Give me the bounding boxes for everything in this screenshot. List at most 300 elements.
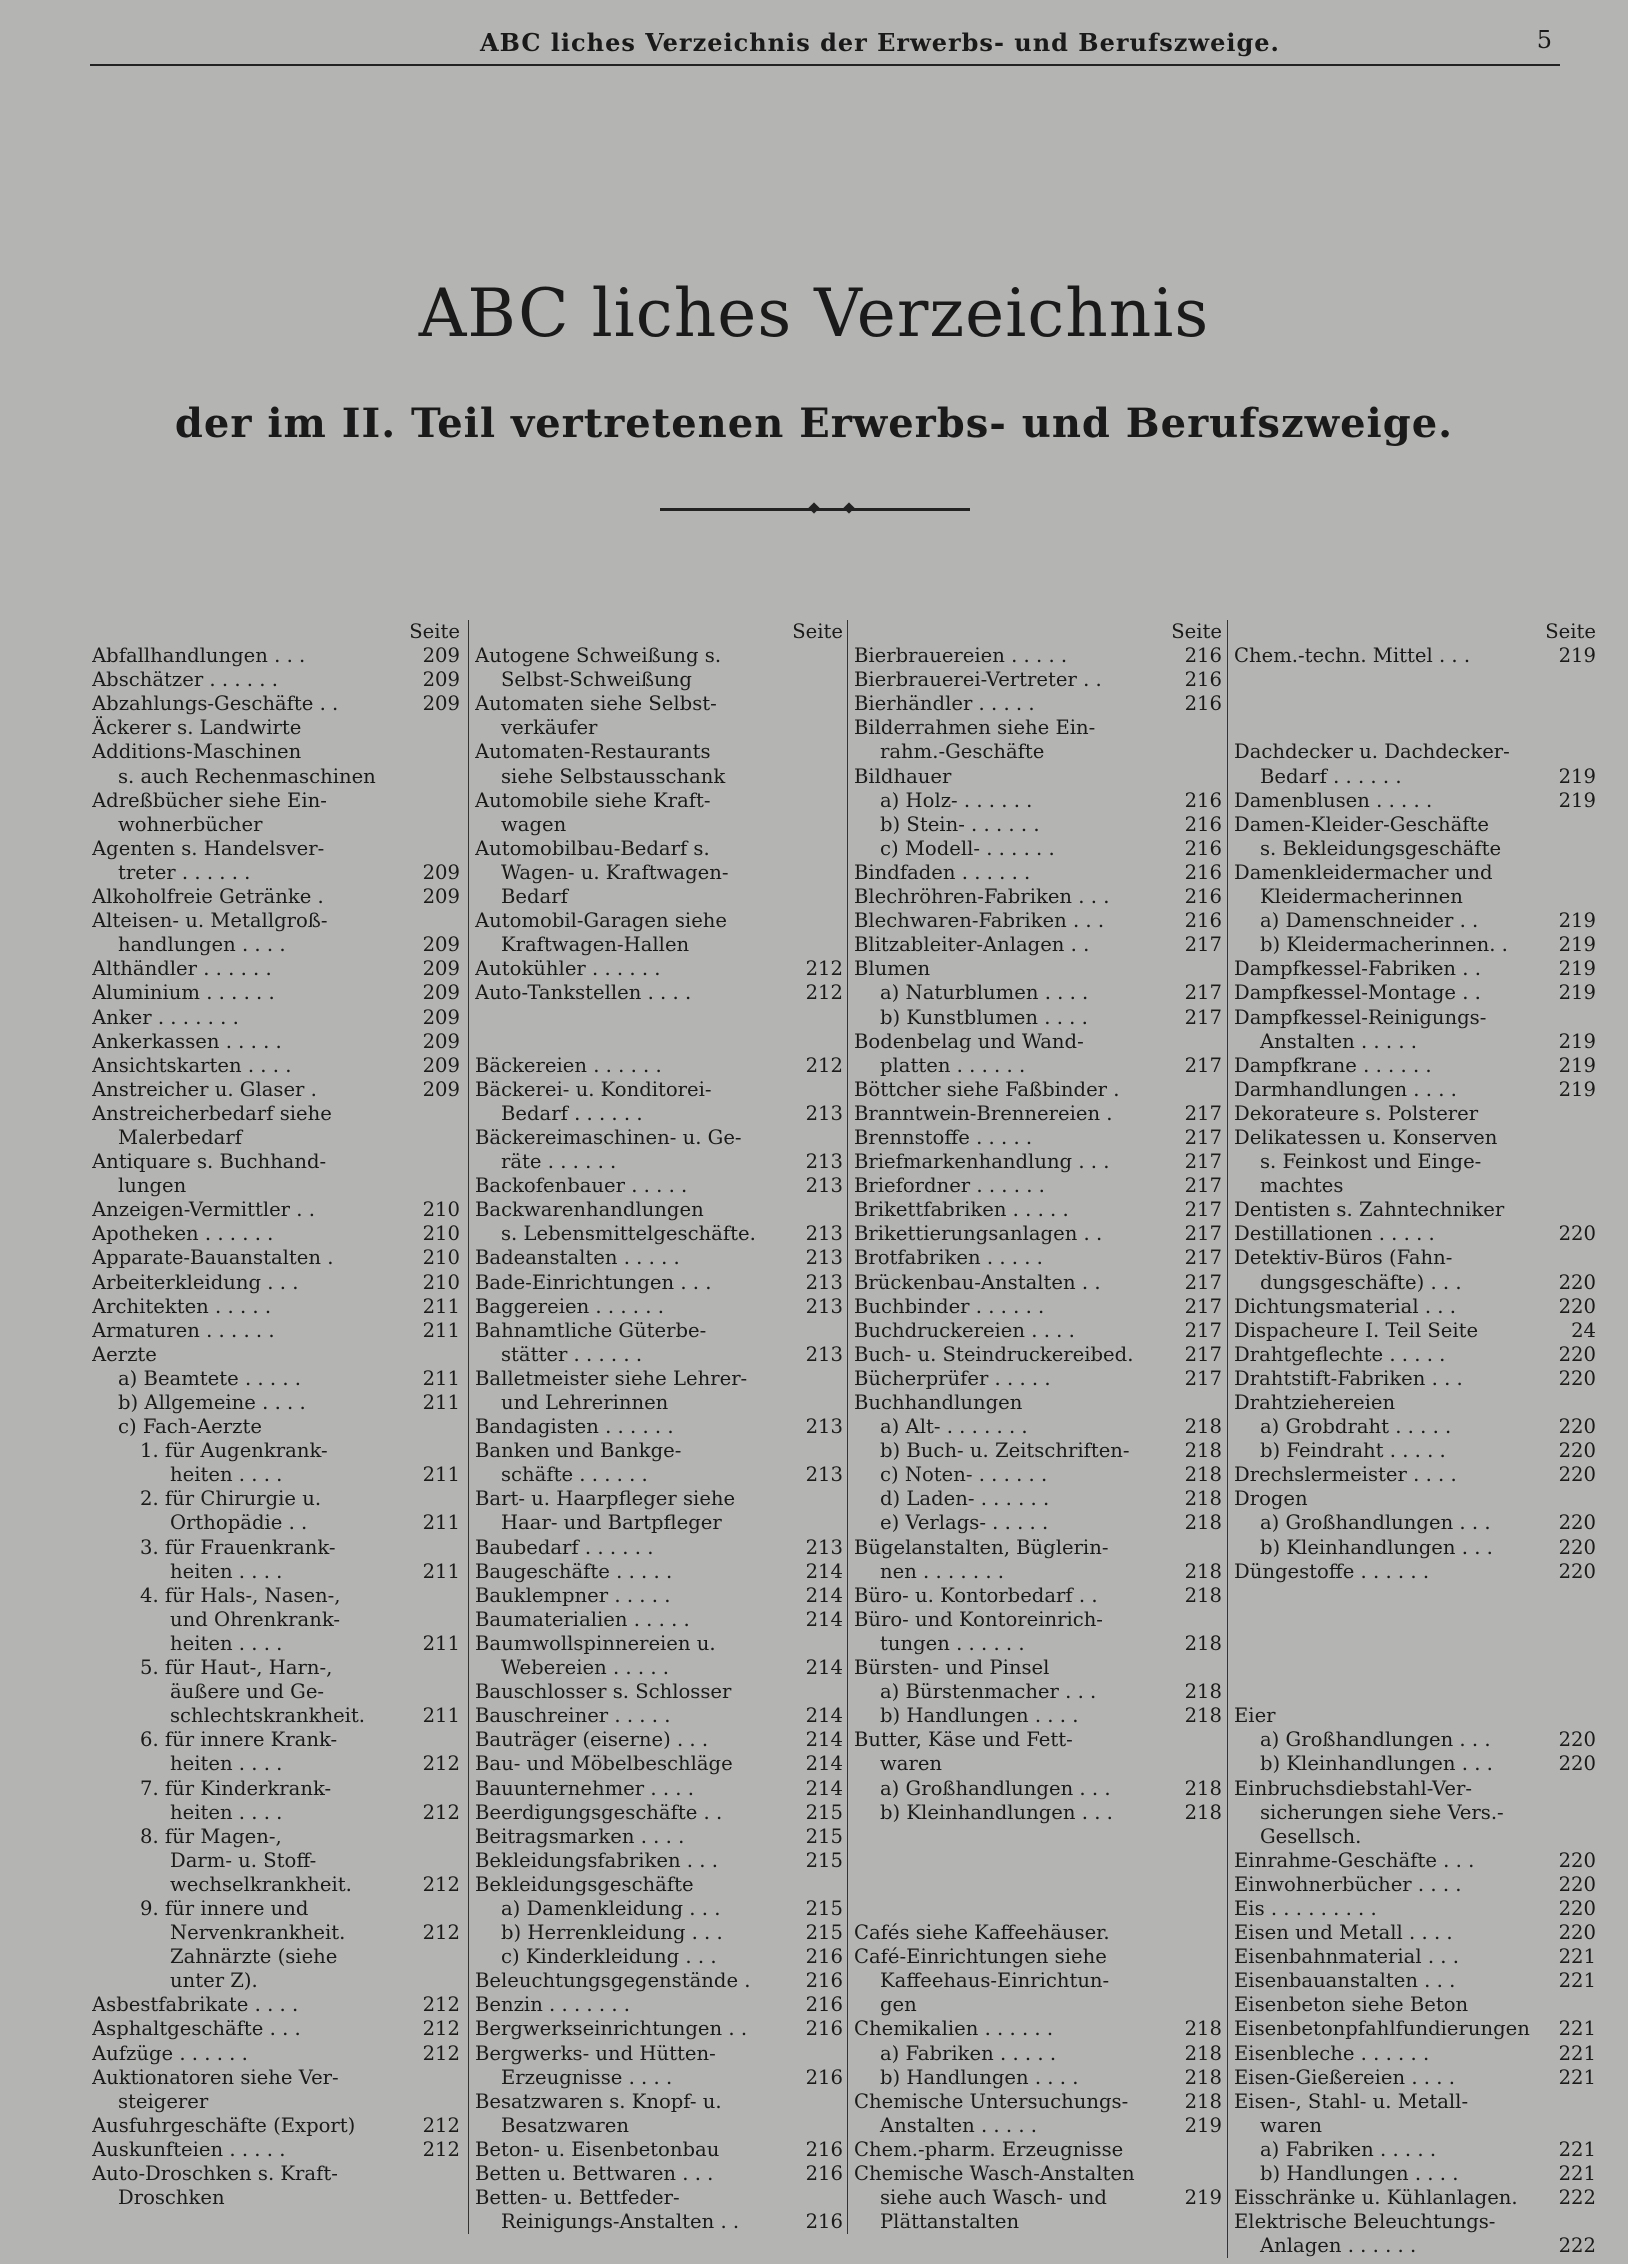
entry-page: 220 (1558, 1222, 1596, 1246)
entry-page: 209 (422, 1029, 460, 1053)
entry-text (1234, 1680, 1552, 1704)
index-entry (1234, 740, 1596, 764)
entry-page: 216 (805, 1945, 843, 1969)
entry-page: 215 (805, 1896, 843, 1920)
entry-page: 221 (1558, 1945, 1596, 1969)
entry-page (416, 1439, 460, 1463)
entry-text: Bierbrauereien . . . . . (854, 644, 1068, 668)
entry-page (1552, 1102, 1596, 1126)
entry-page: 213 (805, 1342, 843, 1366)
index-entry (475, 2138, 843, 2162)
entry-page (799, 1680, 843, 1704)
entry-text: Buchhandlungen (854, 1391, 1023, 1414)
index-entry (854, 765, 1222, 789)
index-entry (1234, 1463, 1596, 1487)
entry-page: 24 (1571, 1318, 1596, 1342)
entry-page: 218 (1184, 1511, 1222, 1535)
entry-page: 218 (1184, 1463, 1222, 1487)
entry-text: Einrahme-Geschäfte . . . (1234, 1848, 1475, 1872)
entry-page: 215 (805, 1800, 843, 1824)
index-entry (854, 1319, 1222, 1343)
entry-text (854, 1849, 1178, 1873)
index-entry (92, 1825, 460, 1849)
entry-text: b) Buch- u. Zeitschriften- (880, 1439, 1130, 1463)
entry-text: s. Lebensmittelgeschäfte. (501, 1222, 756, 1246)
entry-text: Dampfkessel-Reinigungs- (1234, 1005, 1487, 1029)
index-entry (92, 1969, 460, 1993)
entry-text: Baubedarf . . . . . . (475, 1535, 654, 1559)
entry-text: stätter . . . . . . (501, 1342, 643, 1366)
entry-page (1552, 1174, 1596, 1198)
entry-text: s. auch Rechenmaschinen (118, 764, 376, 788)
index-entry (1234, 692, 1596, 716)
entry-page (1552, 837, 1596, 861)
entry-text: Armaturen . . . . . . (92, 1318, 275, 1342)
entry-page (1552, 740, 1596, 764)
index-entry (1234, 1632, 1596, 1656)
index-entry (92, 1656, 460, 1680)
entry-page (1552, 716, 1596, 740)
entry-page (416, 1825, 460, 1849)
entry-page (1178, 740, 1222, 764)
entry-text: Bedarf . . . . . . (501, 1101, 643, 1125)
entry-page: 212 (422, 2017, 460, 2041)
index-entry (1234, 789, 1596, 813)
index-column-4 (1227, 620, 1596, 2258)
entry-page: 216 (805, 2210, 843, 2234)
entry-page (1552, 1632, 1596, 1656)
index-entry (1234, 1030, 1596, 1054)
index-entry (1234, 1271, 1596, 1295)
index-entry (854, 1584, 1222, 1608)
index-entry (475, 2186, 843, 2210)
index-entry (854, 2042, 1222, 2066)
entry-page (1552, 885, 1596, 909)
index-entry (92, 1921, 460, 1945)
entry-page: 211 (422, 1559, 460, 1583)
entry-page: 219 (1558, 788, 1596, 812)
entry-text: Branntwein-Brennereien . (854, 1101, 1113, 1125)
entry-page: 214 (805, 1776, 843, 1800)
entry-text: heiten . . . . (170, 1752, 283, 1776)
entry-page: 210 (422, 1246, 460, 1270)
entry-text: Café-Einrichtungen siehe (854, 1945, 1107, 1969)
index-entry (854, 668, 1222, 692)
entry-text: b) Kleinhandlungen . . . (1260, 1752, 1493, 1776)
index-entry (1234, 1993, 1596, 2017)
index-entry (92, 1030, 460, 1054)
entry-text: Beerdigungsgeschäfte . . (475, 1800, 723, 1824)
entry-page (799, 1439, 843, 1463)
entry-text: b) Kleinhandlungen . . . (1260, 1535, 1493, 1559)
entry-page (416, 1102, 460, 1126)
index-entry (854, 1054, 1222, 1078)
entry-text: Brennstoffe . . . . . (854, 1125, 1033, 1149)
entry-text: treter . . . . . . (118, 860, 251, 884)
entry-text: Drechslermeister . . . . (1234, 1463, 1457, 1487)
entry-text: e) Verlags- . . . . . (880, 1511, 1049, 1535)
entry-text: Einbruchsdiebstahl-Ver- (1234, 1776, 1472, 1800)
index-entry (1234, 1102, 1596, 1126)
entry-text: Blechwaren-Fabriken . . . (854, 909, 1105, 933)
entry-text: Buchdruckereien . . . . (854, 1318, 1075, 1342)
entry-page: 218 (1184, 1415, 1222, 1439)
entry-page (416, 1777, 460, 1801)
entry-page: 212 (422, 2113, 460, 2137)
index-entry (92, 1174, 460, 1198)
entry-page (1552, 1656, 1596, 1680)
index-entry (854, 1608, 1222, 1632)
entry-page: 213 (805, 1150, 843, 1174)
index-entry (1234, 1777, 1596, 1801)
entry-text: Bierhändler . . . . . (854, 692, 1035, 716)
index-entry (1234, 1704, 1596, 1728)
entry-page: 213 (805, 1222, 843, 1246)
entry-text: Badeanstalten . . . . . (475, 1246, 680, 1270)
entry-text: Drogen (1234, 1487, 1308, 1511)
entry-page (1552, 813, 1596, 837)
entry-page (416, 1849, 460, 1873)
entry-text: a) Großhandlungen . . . (880, 1776, 1111, 1800)
entry-text: heiten . . . . (170, 1463, 283, 1487)
entry-text: Dichtungsmaterial . . . (1234, 1294, 1456, 1318)
entry-page (416, 2090, 460, 2114)
index-entry (1234, 1752, 1596, 1776)
entry-text: Anlagen . . . . . . (1260, 2234, 1417, 2258)
entry-page: 216 (1184, 836, 1222, 860)
entry-text: Auskunfteien . . . . . (92, 2137, 286, 2161)
entry-page: 216 (1184, 788, 1222, 812)
seite-header: Seite (1171, 620, 1222, 643)
entry-page (1552, 1246, 1596, 1270)
entry-text: Anzeigen-Vermittler . . (92, 1198, 315, 1222)
entry-page (799, 813, 843, 837)
entry-text: Bekleidungsfabriken . . . (475, 1848, 718, 1872)
entry-page (1552, 2114, 1596, 2138)
index-entry (1234, 1439, 1596, 1463)
index-entry (1234, 1150, 1596, 1174)
index-entry (92, 1632, 460, 1656)
index-entry (1234, 2234, 1596, 2258)
entry-text: Arbeiterkleidung . . . (92, 1270, 299, 1294)
entry-page: 212 (805, 1053, 843, 1077)
index-entry (475, 1993, 843, 2017)
index-entry (854, 2210, 1222, 2234)
entry-page: 212 (422, 1752, 460, 1776)
index-entry (92, 1150, 460, 1174)
index-entry (854, 1897, 1222, 1921)
index-entry (92, 2090, 460, 2114)
entry-page: 218 (1184, 2089, 1222, 2113)
index-entry (92, 1873, 460, 1897)
entry-text: 2. für Chirurgie u. (140, 1487, 322, 1511)
index-entry (1234, 1054, 1596, 1078)
entry-page (1178, 957, 1222, 981)
entry-page (416, 2186, 460, 2210)
entry-page (799, 1030, 843, 1054)
entry-text: tungen . . . . . . (880, 1631, 1025, 1655)
index-entry (475, 1415, 843, 1439)
index-entry (475, 1391, 843, 1415)
entry-page: 216 (805, 2017, 843, 2041)
index-entry (1234, 644, 1596, 668)
index-entry (92, 1680, 460, 1704)
index-column-1 (92, 620, 460, 2210)
index-entry (854, 2114, 1222, 2138)
index-entry (92, 1271, 460, 1295)
entry-page: 220 (1558, 1463, 1596, 1487)
entry-text: waren (1260, 2113, 1323, 2137)
entry-page (416, 2162, 460, 2186)
entry-page (799, 1006, 843, 1030)
entry-page: 219 (1558, 1077, 1596, 1101)
index-entry (475, 1945, 843, 1969)
index-entry (92, 1801, 460, 1825)
entry-text: Selbst-Schweißung (501, 668, 692, 692)
entry-text: Cafés siehe Kaffeehäuser. (854, 1921, 1110, 1945)
entry-text: und Lehrerinnen (501, 1391, 669, 1414)
entry-text: räte . . . . . . (501, 1150, 617, 1174)
entry-text: Bauklempner . . . . . (475, 1583, 671, 1607)
entry-page: 220 (1558, 1439, 1596, 1463)
index-entry (92, 933, 460, 957)
index-entry (1234, 1367, 1596, 1391)
page-subtitle: der im II. Teil vertretenen Erwerbs- und Berufszweige. (174, 400, 1454, 447)
index-entry (475, 2066, 843, 2090)
entry-text: Dekorateure s. Polsterer (1234, 1101, 1479, 1125)
entry-page (1178, 1945, 1222, 1969)
index-entry (854, 1006, 1222, 1030)
entry-text: Eisenbahnmaterial . . . (1234, 1945, 1459, 1969)
entry-page (1178, 1993, 1222, 2017)
entry-page: 211 (422, 1318, 460, 1342)
index-entry (92, 1777, 460, 1801)
entry-page: 209 (422, 885, 460, 909)
entry-text: b) Allgemeine . . . . (118, 1391, 306, 1414)
index-entry (854, 1343, 1222, 1367)
entry-text: 1. für Augenkrank- (140, 1439, 328, 1463)
entry-page (799, 1873, 843, 1897)
entry-text: a) Naturblumen . . . . (880, 981, 1089, 1005)
index-entry (475, 1054, 843, 1078)
entry-page: 219 (1184, 2113, 1222, 2137)
index-entry (92, 1728, 460, 1752)
entry-page: 219 (1558, 1053, 1596, 1077)
entry-page (1178, 1391, 1222, 1415)
entry-text: 4. für Hals-, Nasen-, (140, 1583, 341, 1607)
entry-page: 220 (1558, 1511, 1596, 1535)
entry-page: 209 (422, 692, 460, 716)
entry-page: 212 (422, 1800, 460, 1824)
index-entry (475, 1801, 843, 1825)
entry-page: 221 (1558, 2162, 1596, 2185)
entry-text: Althändler . . . . . . (92, 957, 272, 981)
entry-page (799, 1078, 843, 1102)
entry-page: 210 (422, 1198, 460, 1222)
entry-page: 209 (422, 981, 460, 1005)
entry-text (1234, 1608, 1552, 1632)
entry-text: Abfallhandlungen . . . (92, 644, 306, 668)
entry-text: Brikettierungsanlagen . . (854, 1222, 1103, 1246)
entry-page: 215 (805, 1921, 843, 1945)
index-entry (854, 2090, 1222, 2114)
entry-page (1552, 1126, 1596, 1150)
entry-page: 213 (805, 1294, 843, 1318)
index-entry (92, 692, 460, 716)
index-entry (1234, 1415, 1596, 1439)
index-entry (854, 2162, 1222, 2186)
index-entry (1234, 2090, 1596, 2114)
entry-page: 219 (1184, 2186, 1222, 2210)
entry-text: c) Kinderkleidung . . . (501, 1945, 717, 1969)
index-entry (475, 765, 843, 789)
entry-page: 221 (1558, 2017, 1596, 2041)
index-entry (475, 933, 843, 957)
entry-page: 209 (422, 668, 460, 692)
entry-text: nen . . . . . . . (880, 1559, 1005, 1583)
entry-text: a) Fabriken . . . . . (880, 2041, 1057, 2065)
entry-text: Aerzte (92, 1342, 157, 1366)
entry-page: 217 (1184, 1150, 1222, 1174)
entry-text: Malerbedarf (118, 1125, 242, 1149)
index-entry (92, 2186, 460, 2210)
entry-text: Bäckereien . . . . . . (475, 1053, 662, 1077)
entry-text: äußere und Ge- (170, 1680, 325, 1704)
index-entry (1234, 1222, 1596, 1246)
entry-page (1178, 1969, 1222, 1993)
entry-text: Brikettfabriken . . . . . (854, 1198, 1069, 1222)
entry-text: Benzin . . . . . . . (475, 1993, 631, 2017)
entry-page (416, 813, 460, 837)
entry-text: Autokühler . . . . . . (475, 957, 661, 981)
entry-page: 218 (1184, 2041, 1222, 2065)
entry-page: 216 (805, 2065, 843, 2089)
entry-text: Dentisten s. Zahntechniker (1234, 1198, 1505, 1222)
entry-page: 218 (1184, 2017, 1222, 2041)
entry-page (1552, 1801, 1596, 1825)
entry-text: Aluminium . . . . . . (92, 981, 275, 1005)
entry-page: 220 (1558, 1535, 1596, 1559)
entry-page (416, 1728, 460, 1752)
entry-page (799, 1319, 843, 1343)
index-entry (854, 1463, 1222, 1487)
entry-text: Orthopädie . . (170, 1511, 308, 1535)
entry-text: Briefmarkenhandlung . . . (854, 1150, 1110, 1174)
index-entry (475, 2090, 843, 2114)
index-entry (854, 1969, 1222, 1993)
entry-text: dungsgeschäfte) . . . (1260, 1270, 1462, 1294)
index-entry (92, 1343, 460, 1367)
entry-text: d) Laden- . . . . . . (880, 1487, 1050, 1511)
index-entry (475, 716, 843, 740)
index-entry (854, 1536, 1222, 1560)
index-entry (854, 1271, 1222, 1295)
entry-text: 7. für Kinderkrank- (140, 1776, 332, 1800)
entry-text: c) Modell- . . . . . . (880, 836, 1055, 860)
index-entry (475, 1078, 843, 1102)
entry-page (1178, 1728, 1222, 1752)
entry-text: Eier (1234, 1704, 1276, 1728)
index-entry (92, 2162, 460, 2186)
entry-page (1178, 1849, 1222, 1873)
index-entry (1234, 1198, 1596, 1222)
entry-page (1178, 1921, 1222, 1945)
entry-page: 219 (1558, 981, 1596, 1005)
entry-page: 212 (422, 2041, 460, 2065)
entry-page: 217 (1184, 933, 1222, 957)
entry-page: 219 (1558, 764, 1596, 788)
entry-page: 213 (805, 1270, 843, 1294)
index-entry (92, 2042, 460, 2066)
entry-text: Alteisen- u. Metallgroß- (92, 909, 328, 933)
index-entry (854, 909, 1222, 933)
index-entry (475, 1584, 843, 1608)
entry-page: 210 (422, 1222, 460, 1246)
entry-page (799, 765, 843, 789)
entry-page (799, 933, 843, 957)
index-column-2 (468, 620, 843, 2234)
entry-text (854, 1897, 1178, 1921)
entry-page (1178, 1825, 1222, 1849)
entry-text: Dispacheure I. Teil Seite (1234, 1318, 1479, 1342)
entry-page (1552, 1704, 1596, 1728)
entry-page (799, 789, 843, 813)
entry-text: Anstalten . . . . . (880, 2113, 1038, 2137)
entry-page: 214 (805, 1559, 843, 1583)
entry-page (799, 1126, 843, 1150)
index-entry (92, 1391, 460, 1415)
entry-page (1552, 1150, 1596, 1174)
entry-page (799, 837, 843, 861)
index-entry (475, 909, 843, 933)
index-entry (475, 861, 843, 885)
entry-page: 221 (1558, 2041, 1596, 2065)
entry-page: 213 (805, 1101, 843, 1125)
entry-page: 220 (1558, 1872, 1596, 1896)
index-entry (475, 957, 843, 981)
entry-text: Elektrische Beleuchtungs- (1234, 2210, 1496, 2234)
index-entry (854, 1246, 1222, 1270)
index-entry (1234, 957, 1596, 981)
entry-text: Abzahlungs-Geschäfte . . (92, 692, 339, 716)
index-entry (92, 957, 460, 981)
entry-text: Bau- und Möbelbeschläge (475, 1752, 733, 1776)
entry-page (799, 668, 843, 692)
entry-page: 214 (805, 1752, 843, 1776)
entry-page (416, 1608, 460, 1632)
entry-text: Drahtgeflechte . . . . . (1234, 1342, 1446, 1366)
entry-text: Beton- u. Eisenbetonbau (475, 2137, 720, 2161)
entry-page (416, 1343, 460, 1367)
entry-page (1178, 716, 1222, 740)
entry-page: 218 (1184, 1487, 1222, 1511)
entry-text: Bandagisten . . . . . . (475, 1415, 674, 1439)
entry-text: a) Damenschneider . . (1260, 909, 1479, 933)
index-entry (854, 1560, 1222, 1584)
entry-text: Bedarf . . . . . . (1260, 764, 1402, 788)
entry-text: Eis . . . . . . . . . (1234, 1896, 1377, 1920)
entry-text: Beleuchtungsgegenstände . (475, 1969, 751, 1993)
entry-text: Betten- u. Bettfeder- (475, 2186, 680, 2210)
entry-text: Bildhauer (854, 764, 952, 788)
entry-page: 217 (1184, 1125, 1222, 1149)
entry-page: 217 (1184, 1005, 1222, 1029)
index-entry (92, 981, 460, 1005)
index-entry (92, 1463, 460, 1487)
index-entry (854, 1102, 1222, 1126)
index-entry (854, 1511, 1222, 1535)
entry-page: 217 (1184, 1222, 1222, 1246)
